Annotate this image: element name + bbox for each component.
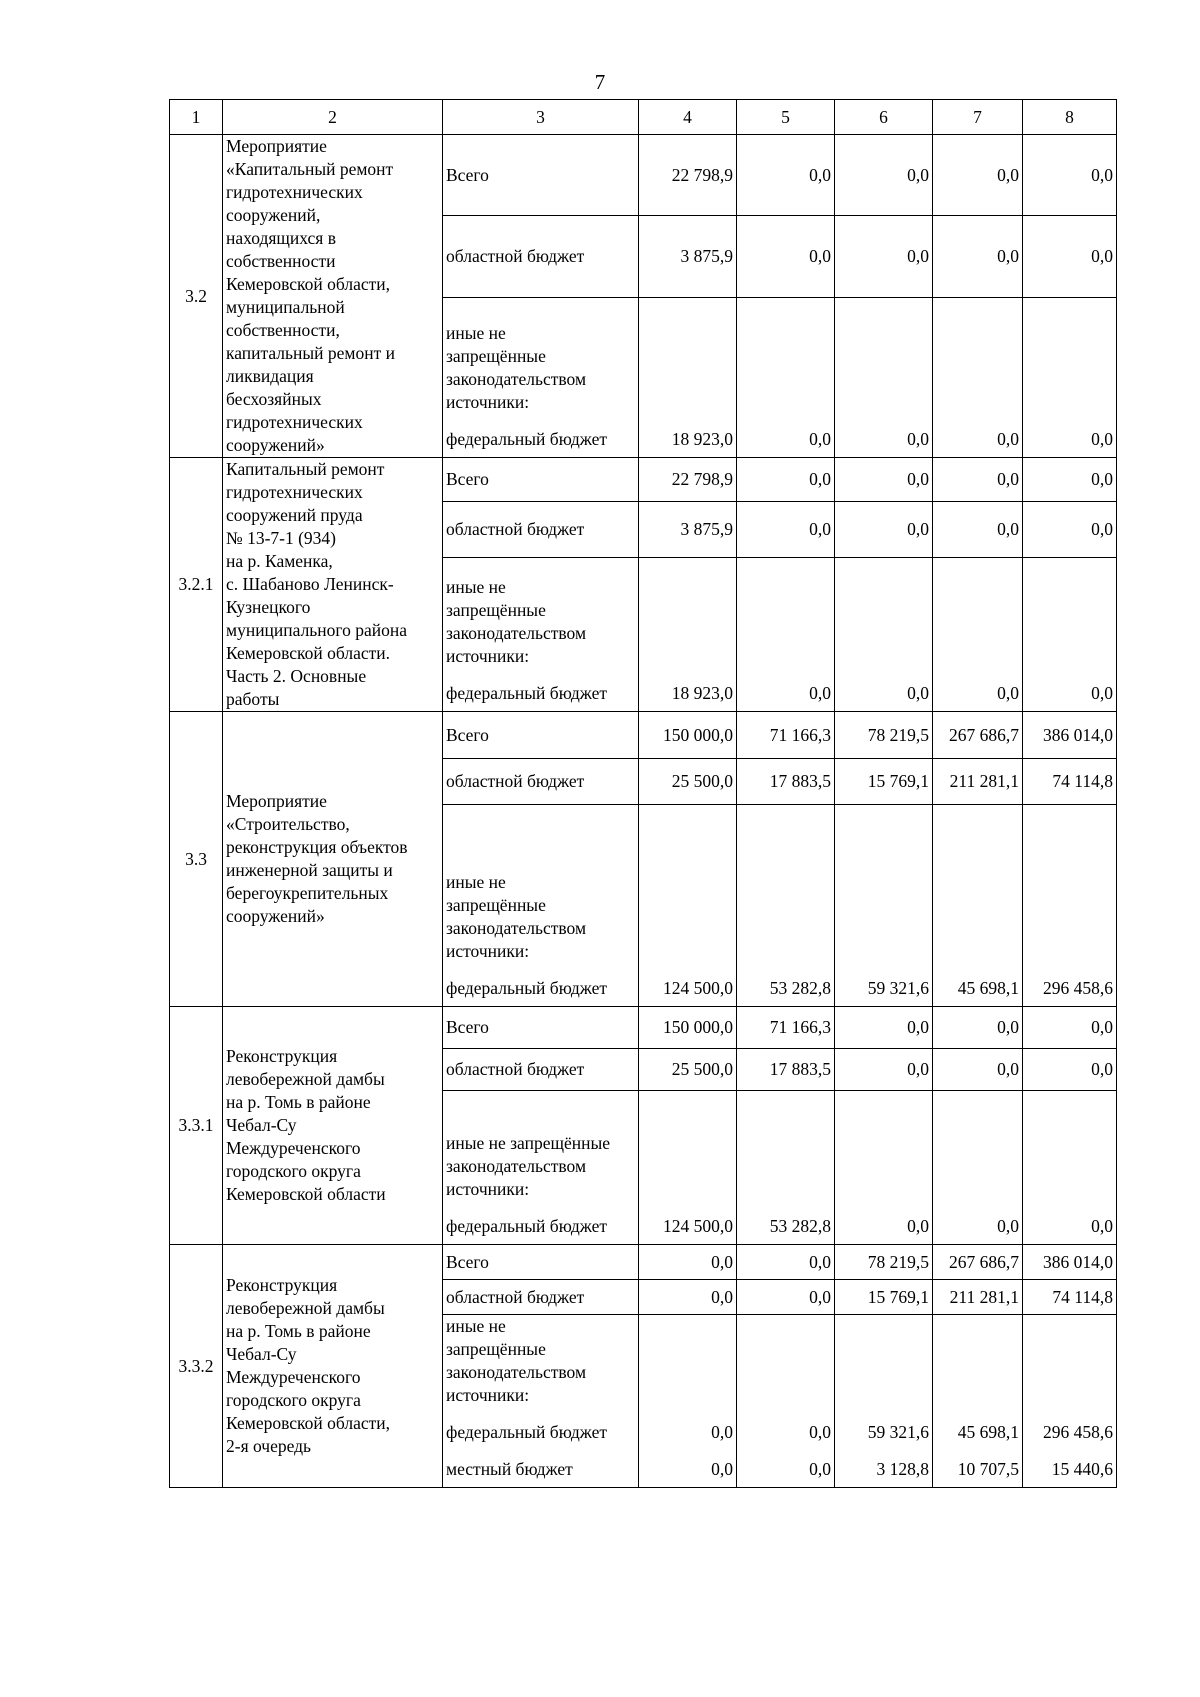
- value-cell: [933, 1315, 1023, 1488]
- value: 59 321,6: [867, 978, 929, 998]
- value: 59 321,6: [867, 1422, 929, 1442]
- value-cell: 386 014,0: [1023, 1245, 1117, 1280]
- value-cell: 0,0: [1023, 458, 1117, 502]
- value-cell: 211 281,1: [933, 1280, 1023, 1315]
- value-cell: [1023, 1091, 1117, 1245]
- value-cell: 3 875,9: [639, 501, 737, 557]
- item-name: Реконструкция левобережной дамбы на р. Томь в районе Чебал-Су Междуреченского городского округа Кемеровской области, 2-я очередь: [223, 1245, 443, 1488]
- funding-source: [443, 297, 639, 458]
- value-cell: 0,0: [1023, 216, 1117, 297]
- table-row: [170, 458, 1117, 502]
- funding-source: Всего: [443, 1245, 639, 1280]
- value: 0,0: [809, 683, 831, 703]
- value-cell: 211 281,1: [933, 759, 1023, 805]
- funding-source: областной бюджет: [443, 501, 639, 557]
- value: 124 500,0: [663, 978, 733, 998]
- value-cell: 0,0: [933, 458, 1023, 502]
- funding-source: Всего: [443, 1007, 639, 1049]
- value-cell: 71 166,3: [737, 712, 835, 759]
- value-cell: 0,0: [933, 1049, 1023, 1091]
- value: 0,0: [1091, 429, 1113, 449]
- item-name: Капитальный ремонт гидротехнических сооружений пруда № 13-7-1 (934) на р. Каменка, с. Шабаново Ленинск- Кузнецкого муниципального района Кемеровской области. Часть 2. Основные работы: [223, 458, 443, 712]
- financing-table: [169, 99, 1117, 1488]
- header-cell: 5: [737, 100, 835, 135]
- value: 18 923,0: [671, 683, 733, 703]
- item-number: 3.3.2: [170, 1245, 223, 1488]
- header-row: [170, 100, 1117, 135]
- value-cell: 0,0: [639, 1245, 737, 1280]
- value-cell: 0,0: [737, 501, 835, 557]
- header-cell: 2: [223, 100, 443, 135]
- value-cell: 150 000,0: [639, 712, 737, 759]
- funding-source: Всего: [443, 135, 639, 216]
- value-cell: [737, 805, 835, 1007]
- funding-source: [443, 805, 639, 1007]
- value: 53 282,8: [769, 978, 831, 998]
- value-cell: 22 798,9: [639, 458, 737, 502]
- value: 124 500,0: [663, 1216, 733, 1236]
- value-cell: 0,0: [933, 135, 1023, 216]
- funding-source-sublabel: федеральный бюджет: [446, 1422, 608, 1442]
- value-cell: [639, 297, 737, 458]
- value-cell: 150 000,0: [639, 1007, 737, 1049]
- value-cell: [639, 557, 737, 711]
- value-cell: [639, 805, 737, 1007]
- header-cell: 3: [443, 100, 639, 135]
- value-cell: [639, 1315, 737, 1488]
- funding-source-sublabel: федеральный бюджет: [446, 429, 608, 449]
- value-cell: 0,0: [639, 1280, 737, 1315]
- value-cell: 267 686,7: [933, 712, 1023, 759]
- value-cell: 22 798,9: [639, 135, 737, 216]
- item-number: 3.3: [170, 712, 223, 1007]
- value: 0,0: [907, 429, 929, 449]
- value-cell: 0,0: [737, 135, 835, 216]
- value: 0,0: [997, 1216, 1019, 1236]
- header-cell: 6: [835, 100, 933, 135]
- value-cell: [737, 557, 835, 711]
- value: 0,0: [1091, 683, 1113, 703]
- value-cell: 15 769,1: [835, 759, 933, 805]
- item-number: 3.2.1: [170, 458, 223, 712]
- table-row: [170, 712, 1117, 759]
- item-name: Мероприятие «Строительство, реконструкция объектов инженерной защиты и берегоукрепительных сооружений»: [223, 712, 443, 1007]
- funding-source-sublabel: местный бюджет: [446, 1459, 573, 1479]
- table-row: [170, 135, 1117, 216]
- header-cell: 8: [1023, 100, 1117, 135]
- value: 296 458,6: [1043, 1422, 1113, 1442]
- value-cell: 0,0: [1023, 501, 1117, 557]
- table-row: [170, 1007, 1117, 1049]
- value-cell: 78 219,5: [835, 1245, 933, 1280]
- funding-source: областной бюджет: [443, 1049, 639, 1091]
- value-cell: [933, 557, 1023, 711]
- value-cell: 78 219,5: [835, 712, 933, 759]
- funding-source-label: иные не запрещённые законодательством источники:: [446, 1133, 610, 1199]
- value: 0,0: [809, 429, 831, 449]
- funding-source-sublabel: федеральный бюджет: [446, 1216, 608, 1236]
- value-cell: [737, 1091, 835, 1245]
- header-cell: 4: [639, 100, 737, 135]
- value-cell: [835, 297, 933, 458]
- value: 0,0: [997, 683, 1019, 703]
- value-cell: [835, 1091, 933, 1245]
- value-cell: 25 500,0: [639, 759, 737, 805]
- value-cell: [835, 557, 933, 711]
- value-cell: [835, 805, 933, 1007]
- value-cell: 74 114,8: [1023, 1280, 1117, 1315]
- value: 0,0: [809, 1459, 831, 1479]
- funding-source-label: иные не запрещённые законодательством источники:: [446, 577, 587, 666]
- value-cell: 0,0: [1023, 1007, 1117, 1049]
- value-cell: 0,0: [835, 1007, 933, 1049]
- value: 0,0: [711, 1459, 733, 1479]
- value-cell: 17 883,5: [737, 1049, 835, 1091]
- funding-source-label: иные не запрещённые законодательством источники:: [446, 1316, 587, 1405]
- value: 45 698,1: [957, 978, 1019, 998]
- value-cell: [737, 297, 835, 458]
- value-cell: 0,0: [737, 458, 835, 502]
- item-number: 3.3.1: [170, 1007, 223, 1245]
- table-row: [170, 1245, 1117, 1280]
- value: 10 707,5: [957, 1459, 1019, 1479]
- value-cell: 25 500,0: [639, 1049, 737, 1091]
- value-cell: 0,0: [1023, 1049, 1117, 1091]
- value-cell: 0,0: [1023, 135, 1117, 216]
- funding-source: областной бюджет: [443, 1280, 639, 1315]
- item-name: Мероприятие «Капитальный ремонт гидротехнических сооружений, находящихся в собственности Кемеровской области, муниципальной собственности, капитальный ремонт и ликвидация бесхозяйных гидротехнических сооружений»: [223, 135, 443, 458]
- value: 0,0: [907, 1216, 929, 1236]
- funding-source: [443, 557, 639, 711]
- value: 53 282,8: [769, 1216, 831, 1236]
- value-cell: 3 875,9: [639, 216, 737, 297]
- funding-source-label: иные не запрещённые законодательством источники:: [446, 872, 587, 961]
- value-cell: 15 769,1: [835, 1280, 933, 1315]
- funding-source: областной бюджет: [443, 759, 639, 805]
- header-cell: 7: [933, 100, 1023, 135]
- value-cell: [933, 297, 1023, 458]
- header-cell: 1: [170, 100, 223, 135]
- funding-source: областной бюджет: [443, 216, 639, 297]
- item-name: Реконструкция левобережной дамбы на р. Томь в районе Чебал-Су Междуреченского городского округа Кемеровской области: [223, 1007, 443, 1245]
- value-cell: [933, 1091, 1023, 1245]
- value: 15 440,6: [1051, 1459, 1113, 1479]
- value-cell: 0,0: [835, 501, 933, 557]
- value-cell: 386 014,0: [1023, 712, 1117, 759]
- value-cell: 0,0: [737, 216, 835, 297]
- value-cell: 71 166,3: [737, 1007, 835, 1049]
- value-cell: [1023, 1315, 1117, 1488]
- funding-source: Всего: [443, 712, 639, 759]
- value-cell: 0,0: [933, 216, 1023, 297]
- value-cell: 17 883,5: [737, 759, 835, 805]
- value-cell: 0,0: [933, 1007, 1023, 1049]
- value: 296 458,6: [1043, 978, 1113, 998]
- funding-source-label: иные не запрещённые законодательством источники:: [446, 323, 587, 412]
- value-cell: 74 114,8: [1023, 759, 1117, 805]
- value: 0,0: [907, 683, 929, 703]
- value-cell: 0,0: [737, 1280, 835, 1315]
- item-number: 3.2: [170, 135, 223, 458]
- value-cell: [1023, 805, 1117, 1007]
- value-cell: 0,0: [835, 135, 933, 216]
- funding-source-sublabel: федеральный бюджет: [446, 683, 608, 703]
- value-cell: 267 686,7: [933, 1245, 1023, 1280]
- value-cell: [1023, 557, 1117, 711]
- value: 0,0: [711, 1422, 733, 1442]
- value-cell: 0,0: [933, 501, 1023, 557]
- value-cell: 0,0: [835, 1049, 933, 1091]
- value-cell: [835, 1315, 933, 1488]
- value: 18 923,0: [671, 429, 733, 449]
- value: 0,0: [809, 1422, 831, 1442]
- value: 0,0: [997, 429, 1019, 449]
- value-cell: 0,0: [737, 1245, 835, 1280]
- value-cell: [933, 805, 1023, 1007]
- value-cell: 0,0: [835, 216, 933, 297]
- value-cell: 0,0: [835, 458, 933, 502]
- value-cell: [1023, 297, 1117, 458]
- value-cell: [737, 1315, 835, 1488]
- value: 45 698,1: [957, 1422, 1019, 1442]
- value: 3 128,8: [876, 1459, 929, 1479]
- funding-source: Всего: [443, 458, 639, 502]
- funding-source-sublabel: федеральный бюджет: [446, 978, 608, 998]
- value: 0,0: [1091, 1216, 1113, 1236]
- funding-source: [443, 1091, 639, 1245]
- value-cell: [639, 1091, 737, 1245]
- page-number: 7: [594, 70, 606, 94]
- funding-source: [443, 1315, 639, 1488]
